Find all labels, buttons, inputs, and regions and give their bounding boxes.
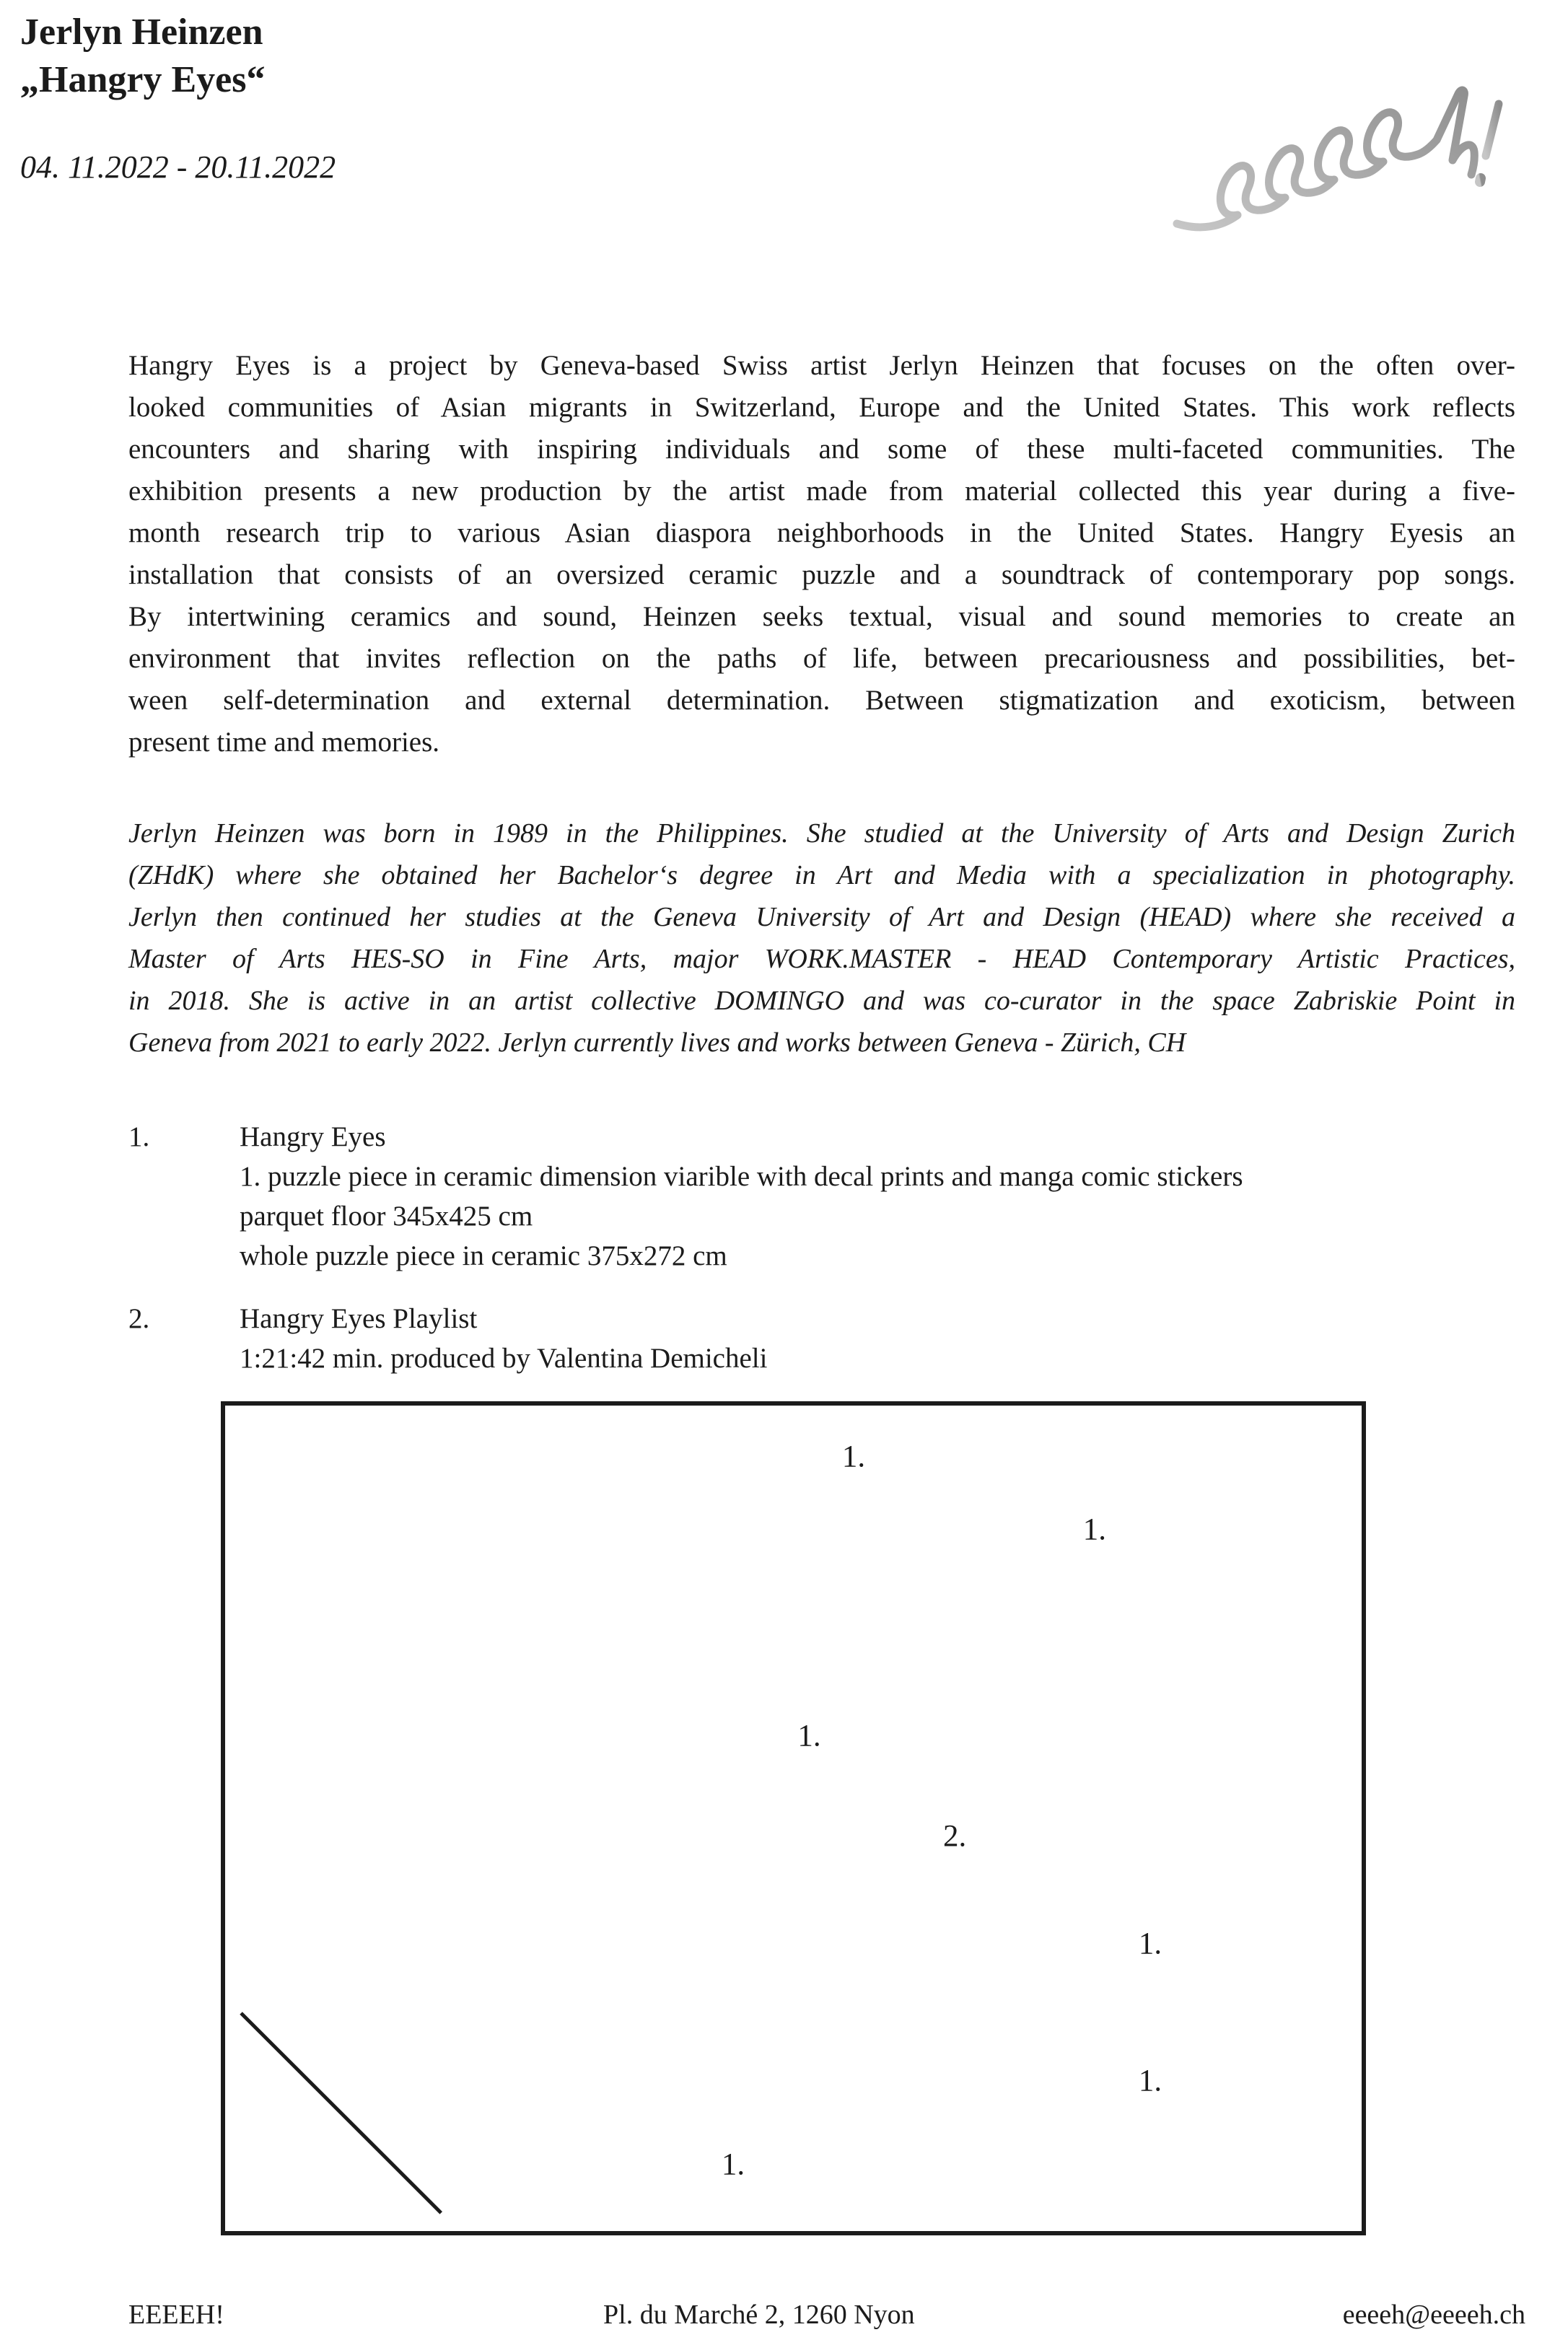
work-content	[240, 1299, 1517, 1378]
text-line: month research trip to various Asian diaspora neighborhoods in the United States. Hangry Eyesis an	[128, 517, 1515, 548]
text-line: (ZHdK) where she obtained her Bachelor‘s degree in Art and Media with a specialization in photography.	[128, 860, 1515, 890]
floorplan-label: 1.	[1138, 2064, 1162, 2098]
exhibition-dates: 04. 11.2022 - 20.11.2022	[20, 149, 336, 185]
floorplan-label: 1.	[721, 2147, 745, 2182]
footer-organization: EEEEH!	[128, 2300, 224, 2330]
work-item-2	[128, 1299, 1517, 1378]
text-line: looked communities of Asian migrants in Switzerland, Europe and the United States. This work reflects	[128, 392, 1515, 423]
intro-paragraph	[128, 345, 1515, 763]
text-line: Jerlyn Heinzen was born in 1989 in the Philippines. She studied at the University of Arts and Design Zurich	[128, 818, 1515, 849]
footer-email: eeeeh@eeeeh.ch	[1342, 2300, 1525, 2330]
work-number: 1.	[128, 1121, 150, 1152]
text-line: 1:21:42 min. produced by Valentina Demicheli	[240, 1343, 768, 1374]
eeeeh-handwritten-logo-icon	[1165, 72, 1526, 249]
floorplan-label: 1.	[841, 1440, 866, 1474]
work-title: Hangry Eyes Playlist	[240, 1303, 478, 1334]
floorplan-label: 1.	[1138, 1927, 1162, 1961]
text-line: ween self-determination and external determination. Between stigmatization and exoticism, between	[128, 685, 1515, 716]
footer	[0, 2299, 1568, 2335]
work-content	[240, 1117, 1517, 1276]
exhibition-title: „Hangry Eyes“	[20, 59, 266, 100]
header-block	[20, 9, 265, 104]
text-line: Geneva from 2021 to early 2022. Jerlyn currently lives and works between Geneva - Zürich, CH	[128, 1027, 1186, 1058]
text-line: parquet floor 345x425 cm	[240, 1201, 533, 1232]
text-line: By intertwining ceramics and sound, Heinzen seeks textual, visual and sound memories to create an	[128, 601, 1515, 632]
text-line: whole puzzle piece in ceramic 375x272 cm	[240, 1240, 727, 1271]
work-title: Hangry Eyes	[240, 1121, 386, 1152]
work-details	[240, 1338, 1517, 1378]
work-number: 2.	[128, 1303, 150, 1334]
text-line: exhibition presents a new production by the artist made from material collected this year during a five-	[128, 476, 1515, 507]
floorplan-label: 1.	[1082, 1512, 1106, 1547]
artist-name: Jerlyn Heinzen	[20, 12, 263, 53]
text-line: 1. puzzle piece in ceramic dimension viarible with decal prints and manga comic stickers	[240, 1161, 1243, 1192]
floorplan-label: 1.	[797, 1719, 821, 1753]
floorplan	[221, 1401, 1366, 2235]
text-line: present time and memories.	[128, 727, 440, 758]
text-line: environment that invites reflection on the paths of life, between precariousness and possibilities, bet-	[128, 643, 1515, 674]
text-line: Jerlyn then continued her studies at the Geneva University of Art and Design (HEAD) where she received a	[128, 902, 1515, 932]
floorplan-diagonal-line	[225, 1406, 1362, 2231]
work-details	[240, 1157, 1517, 1276]
text-line: Master of Arts HES-SO in Fine Arts, major WORK.MASTER - HEAD Contemporary Artistic Practices,	[128, 944, 1515, 974]
text-line: installation that consists of an oversized ceramic puzzle and a soundtrack of contemporary pop songs.	[128, 559, 1515, 590]
text-line: Hangry Eyes is a project by Geneva-based Swiss artist Jerlyn Heinzen that focuses on the often over-	[128, 350, 1515, 381]
floorplan-label: 2.	[943, 1819, 967, 1854]
work-item-1	[128, 1117, 1517, 1276]
bio-paragraph	[128, 812, 1515, 1064]
text-line: in 2018. She is active in an artist collective DOMINGO and was co-curator in the space Zabriskie Point in	[128, 986, 1515, 1016]
footer-address: Pl. du Marché 2, 1260 Nyon	[603, 2300, 915, 2330]
text-line: encounters and sharing with inspiring individuals and some of these multi-faceted communities. The	[128, 434, 1515, 465]
